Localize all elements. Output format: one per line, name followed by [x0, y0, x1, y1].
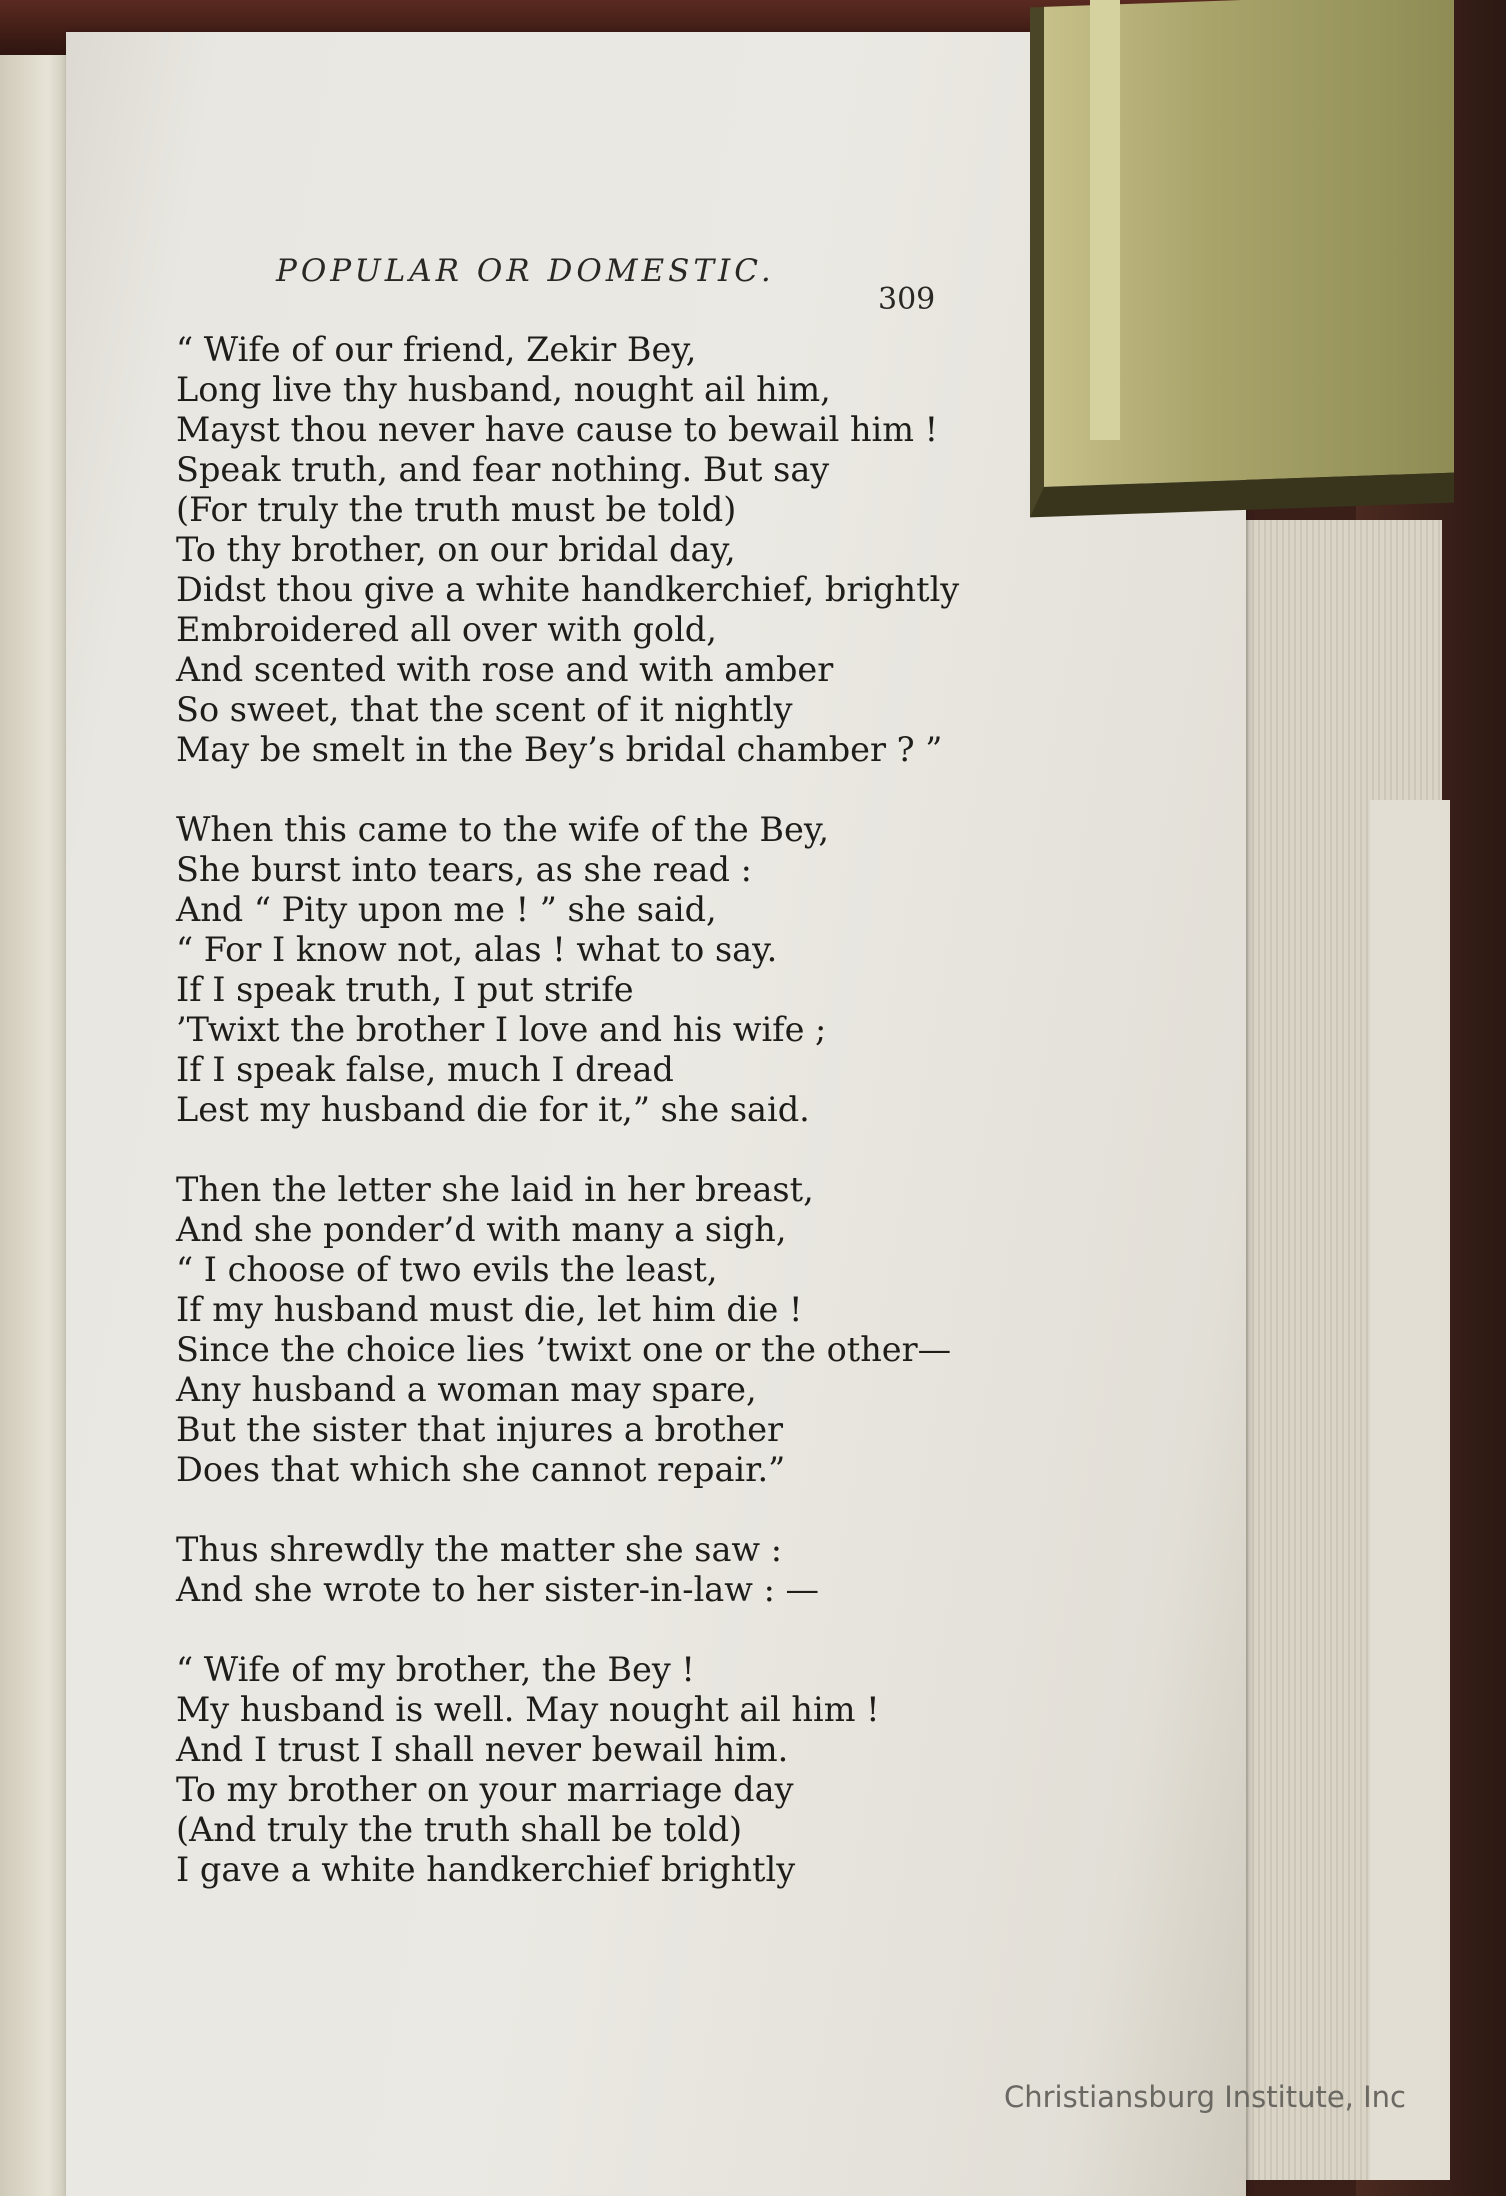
- poem-line: “ Wife of our friend, Zekir Bey,: [176, 330, 697, 369]
- poem-line: Long live thy husband, nought ail him,: [176, 370, 831, 409]
- poem-line: Mayst thou never have cause to bewail him !: [176, 410, 939, 449]
- poem-line: Embroidered all over with gold,: [176, 610, 717, 649]
- poem-line: Since the choice lies ’twixt one or the other—: [176, 1330, 952, 1369]
- poem-line: If my husband must die, let him die !: [176, 1290, 803, 1329]
- poem-line: Does that which she cannot repair.”: [176, 1450, 786, 1489]
- poem-line: My husband is well. May nought ail him !: [176, 1690, 880, 1729]
- poem-line: If I speak truth, I put strife: [176, 970, 634, 1009]
- poem-line: Lest my husband die for it,” she said.: [176, 1090, 810, 1129]
- poem-line: “ For I know not, alas ! what to say.: [176, 930, 778, 969]
- poem-line: “ Wife of my brother, the Bey !: [176, 1650, 695, 1689]
- bookmark-highlight: [1090, 0, 1120, 440]
- poem-line: And she wrote to her sister-in-law : —: [176, 1570, 820, 1609]
- poem-line: To my brother on your marriage day: [176, 1770, 794, 1809]
- poem-line: She burst into tears, as she read :: [176, 850, 752, 889]
- poem-line: (For truly the truth must be told): [176, 490, 737, 529]
- poem-line: (And truly the truth shall be told): [176, 1810, 743, 1849]
- poem-line: Didst thou give a white handkerchief, brightly: [176, 570, 960, 609]
- poem-line: Then the letter she laid in her breast,: [176, 1170, 814, 1209]
- poem-line: Thus shrewdly the matter she saw :: [176, 1530, 783, 1569]
- poem-line: And she ponder’d with many a sigh,: [176, 1210, 787, 1249]
- poem-line: “ I choose of two evils the least,: [176, 1250, 718, 1289]
- poem-line: To thy brother, on our bridal day,: [176, 530, 736, 569]
- running-title: POPULAR OR DOMESTIC.: [276, 253, 775, 289]
- poem-line: And “ Pity upon me ! ” she said,: [176, 890, 717, 929]
- poem-line: Speak truth, and fear nothing. But say: [176, 450, 830, 489]
- poem-line: When this came to the wife of the Bey,: [176, 810, 829, 849]
- poem-line: So sweet, that the scent of it nightly: [176, 690, 793, 729]
- poem-line: I gave a white handkerchief brightly: [176, 1850, 796, 1889]
- poem-line: If I speak false, much I dread: [176, 1050, 674, 1089]
- poem-line: May be smelt in the Bey’s bridal chamber ? ”: [176, 730, 943, 769]
- page-stack-inner: [1370, 800, 1450, 2180]
- poem-line: ’Twixt the brother I love and his wife ;: [176, 1010, 827, 1049]
- poem-line: Any husband a woman may spare,: [176, 1370, 757, 1409]
- watermark-text: Christiansburg Institute, Inc: [1004, 2080, 1406, 2114]
- page-number: 309: [878, 282, 936, 317]
- poem-line: And scented with rose and with amber: [176, 650, 834, 689]
- poem-line: But the sister that injures a brother: [176, 1410, 784, 1449]
- poem-line: And I trust I shall never bewail him.: [176, 1730, 789, 1769]
